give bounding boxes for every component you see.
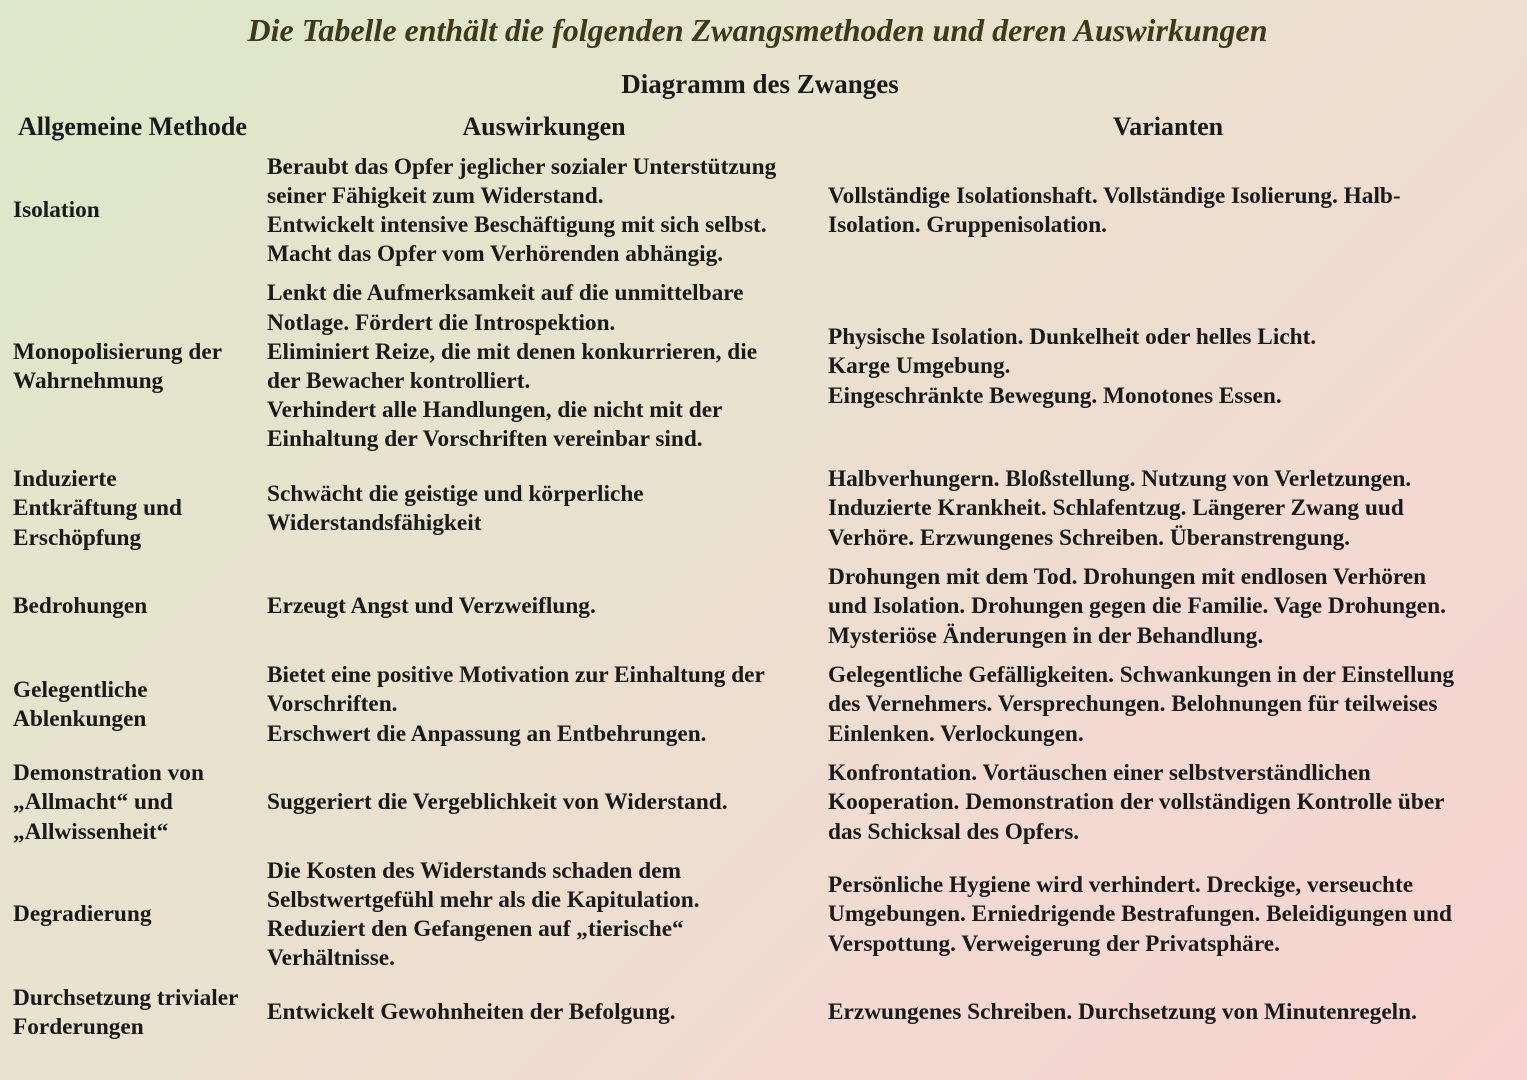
- cell-line: Verhindert alle Handlungen, die nicht mit der: [267, 397, 723, 424]
- cell-line: Notlage. Fördert die Introspektion.: [267, 309, 616, 336]
- cell-line: Einlenken. Verlockungen.: [828, 720, 1084, 747]
- column-header-variants: Varianten: [1112, 112, 1224, 141]
- cell-line: Isolation: [13, 197, 100, 224]
- table-cell-effects: [267, 592, 825, 621]
- cell-line: Eingeschränkte Bewegung. Monotones Essen.: [828, 382, 1282, 409]
- table-cell-method: [13, 338, 265, 396]
- cell-line: der Bewacher kontrolliert.: [267, 368, 531, 394]
- table-cell-method: [13, 592, 265, 621]
- cell-line: Widerstandsfähigkeit: [267, 510, 482, 536]
- cell-line: Forderungen: [13, 1014, 144, 1040]
- cell-line: Isolation. Gruppenisolation.: [828, 212, 1107, 238]
- cell-line: „Allwissenheit“: [13, 818, 169, 845]
- cell-line: Macht das Opfer vom Verhörenden abhängig.: [267, 241, 724, 268]
- cell-line: Kooperation. Demonstration der vollständigen Kontrolle über: [828, 789, 1445, 816]
- table-cell-variants: [828, 998, 1518, 1027]
- cell-line: Verspottung. Verweigerung der Privatsphäre.: [828, 930, 1280, 957]
- cell-line: Induzierte: [13, 466, 117, 493]
- cell-line: Verhöre. Erzwungenes Schreiben. Überanstrengung.: [828, 524, 1351, 551]
- cell-line: „Allmacht“ und: [13, 789, 173, 816]
- column-header-method: Allgemeine Methode: [18, 112, 247, 141]
- table-cell-variants: [828, 323, 1518, 411]
- cell-line: Monopolisierung der: [13, 338, 223, 365]
- table-cell-variants: [828, 465, 1518, 553]
- table-cell-effects: [267, 661, 825, 749]
- cell-line: Erschöpfung: [13, 524, 142, 551]
- cell-line: Bedrohungen: [13, 593, 148, 620]
- cell-line: Bietet eine positive Motivation zur Einhaltung der: [267, 662, 765, 689]
- cell-line: Halbverhungern. Bloßstellung. Nutzung von Verletzungen.: [828, 466, 1412, 493]
- cell-line: Gelegentliche: [13, 676, 148, 703]
- cell-line: Eliminiert Reize, die mit denen konkurrieren, die: [267, 338, 758, 365]
- cell-line: Entkräftung und: [13, 495, 182, 522]
- table-cell-method: [13, 759, 265, 847]
- cell-line: Degradierung: [13, 901, 152, 928]
- column-header-effects: Auswirkungen: [462, 112, 626, 141]
- table-cell-method: [13, 676, 265, 734]
- cell-line: Ablenkungen: [13, 706, 147, 732]
- table-cell-effects: [267, 279, 825, 454]
- table-cell-effects: [267, 857, 825, 974]
- cell-line: Physische Isolation. Dunkelheit oder helles Licht.: [828, 324, 1317, 351]
- cell-line: Konfrontation. Vortäuschen einer selbstverständlichen: [828, 760, 1371, 787]
- cell-line: Wahrnehmung: [13, 368, 164, 394]
- headline: Die Tabelle enthält die folgenden Zwangsmethoden und deren Auswirkungen: [247, 12, 1268, 48]
- cell-line: Demonstration von: [13, 760, 204, 787]
- cell-line: Lenkt die Aufmerksamkeit auf die unmittelbare: [267, 280, 744, 307]
- table-cell-method: [13, 900, 265, 929]
- cell-line: Vollständige Isolationshaft. Vollständige Isolierung. Halb-: [828, 182, 1401, 209]
- cell-line: und Isolation. Drohungen gegen die Familie. Vage Drohungen.: [828, 593, 1446, 620]
- cell-line: Gelegentliche Gefälligkeiten. Schwankungen in der Einstellung: [828, 662, 1455, 689]
- table-cell-method: [13, 196, 265, 225]
- cell-line: Vorschriften.: [267, 691, 398, 718]
- cell-line: Karge Umgebung.: [828, 353, 1011, 380]
- table-cell-variants: [828, 563, 1518, 651]
- cell-line: Induzierte Krankheit. Schlafentzug. Längerer Zwang uud: [828, 495, 1404, 522]
- cell-line: Reduziert den Gefangenen auf „tierische“: [267, 916, 684, 942]
- table-cell-variants: [828, 661, 1518, 749]
- cell-line: Einhaltung der Vorschriften vereinbar sind.: [267, 426, 703, 453]
- cell-line: Verhältnisse.: [267, 945, 395, 972]
- cell-line: Drohungen mit dem Tod. Drohungen mit endlosen Verhören: [828, 564, 1427, 591]
- table-cell-effects: [267, 998, 825, 1027]
- cell-line: Mysteriöse Änderungen in der Behandlung.: [828, 622, 1264, 649]
- cell-line: Suggeriert die Vergeblichkeit von Widerstand.: [267, 789, 728, 816]
- cell-line: Schwächt die geistige und körperliche: [267, 480, 644, 507]
- cell-line: das Schicksal des Opfers.: [828, 818, 1080, 845]
- cell-line: des Vernehmers. Versprechungen. Belohnungen für teilweises: [828, 691, 1438, 718]
- cell-line: Umgebungen. Erniedrigende Bestrafungen. Beleidigungen und: [828, 901, 1452, 928]
- cell-line: Durchsetzung trivialer: [13, 984, 239, 1011]
- cell-line: Entwickelt Gewohnheiten der Befolgung.: [267, 999, 676, 1026]
- cell-line: Entwickelt intensive Beschäftigung mit sich selbst.: [267, 212, 767, 238]
- table-cell-effects: [267, 788, 825, 817]
- cell-line: Erzwungenes Schreiben. Durchsetzung von Minutenregeln.: [828, 999, 1417, 1026]
- cell-line: seiner Fähigkeit zum Widerstand.: [267, 182, 604, 209]
- cell-line: Die Kosten des Widerstands schaden dem: [267, 857, 681, 884]
- cell-line: Selbstwertgefühl mehr als die Kapitulation.: [267, 886, 700, 913]
- table-cell-method: [13, 465, 265, 553]
- cell-line: Persönliche Hygiene wird verhindert. Dreckige, verseuchte: [828, 872, 1414, 899]
- table-cell-variants: [828, 871, 1518, 959]
- cell-line: Erschwert die Anpassung an Entbehrungen.: [267, 720, 707, 747]
- table-cell-effects: [267, 153, 825, 270]
- cell-line: Beraubt das Opfer jeglicher sozialer Unterstützung: [267, 153, 777, 180]
- table-title: Diagramm des Zwanges: [621, 69, 899, 99]
- table-cell-effects: [267, 480, 825, 538]
- table-cell-variants: [828, 759, 1518, 847]
- table-cell-variants: [828, 182, 1518, 240]
- table-cell-method: [13, 984, 265, 1042]
- cell-line: Erzeugt Angst und Verzweiflung.: [267, 593, 596, 620]
